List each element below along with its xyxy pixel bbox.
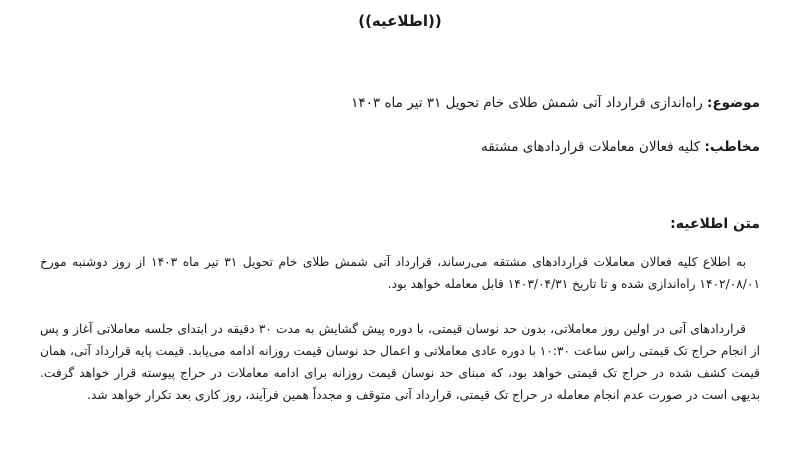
body-heading: متن اطلاعیه: bbox=[670, 216, 760, 232]
body-paragraph-1: به اطلاع کلیه فعالان معاملات قراردادهای مشتقه می‌رساند، قرارداد آتی شمش طلای خام تحویل ۳۱ تیر ماه ۱۴۰۳ از روز دوشنبه مورخ ۱۴۰۲/۰۸/۰۱ راه‌اندازی شده و تا تاریخ ۱۴۰۳/۰۴/۳۱ قابل معامله خواهد بود. bbox=[40, 255, 760, 291]
subject-line bbox=[40, 95, 760, 111]
subject-text: راه‌اندازی قرارداد آتی شمش طلای خام تحویل ۳۱ تیر ماه ۱۴۰۳ bbox=[351, 95, 703, 111]
audience-label: مخاطب: bbox=[704, 139, 760, 155]
body-paragraph-2: قراردادهای آتی در اولین روز معاملاتی، بدون حد نوسان قیمتی، با دوره پیش گشایش به مدت ۳۰ دقیقه در ابتدای جلسه معاملاتی آغاز و پس از انجام حراج تک قیمتی راس ساعت ۱۰:۳۰ با دوره عادی معاملاتی و اعمال حد نوسان قیمت روزانه ادامه می‌یابد. قیمت پایه قرارداد آتی، همان قیمت کشف شده در حراج تک قیمتی خواهد بود، که مبنای حد نوسان قیمت روزانه برای ادامه معاملات در حراج پیوسته قرار خواهد گرفت. بدیهی است در صورت عدم انجام معامله در حراج تک قیمتی، قرارداد آتی متوقف و مجدداً همین فرآیند، روز کاری بعد تکرار خواهد شد. bbox=[40, 322, 760, 402]
subject-label: موضوع: bbox=[707, 95, 760, 111]
audience-text: کلیه فعالان معاملات قراردادهای مشتقه bbox=[481, 139, 701, 155]
document-title: ((اطلاعیه)) bbox=[358, 12, 442, 30]
audience-line bbox=[40, 139, 760, 155]
